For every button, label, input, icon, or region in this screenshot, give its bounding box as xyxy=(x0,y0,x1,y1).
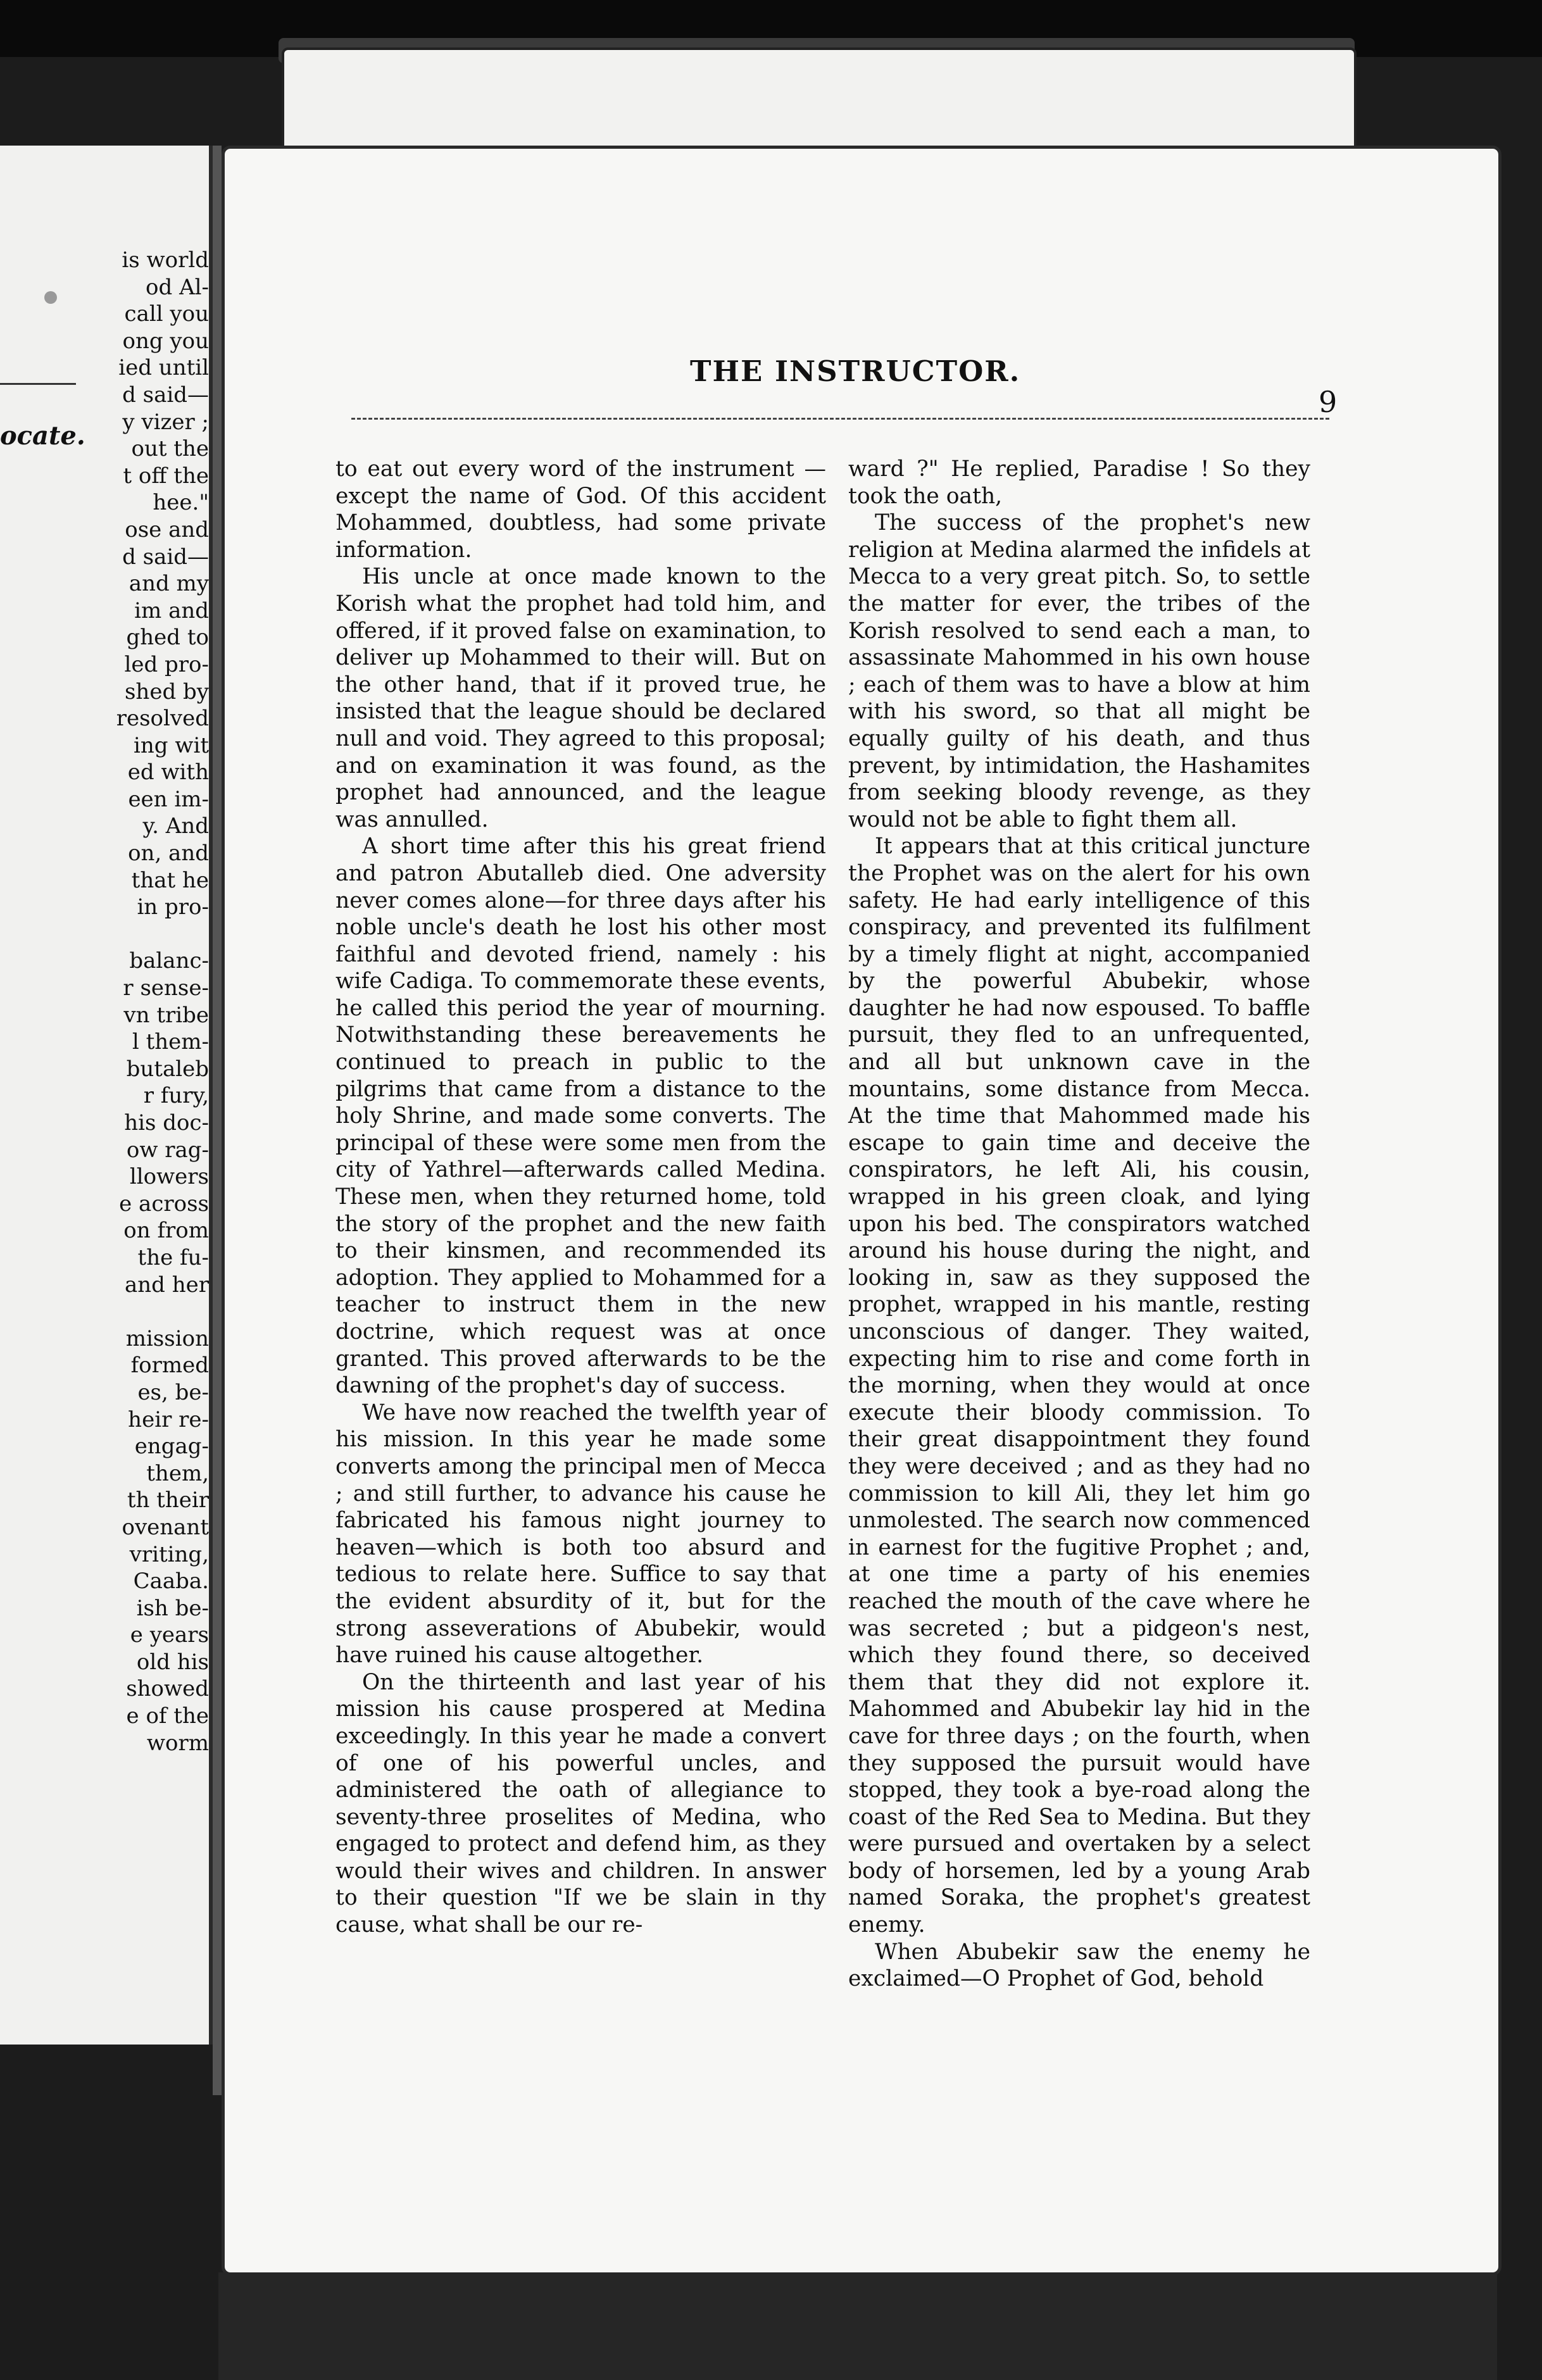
left-page-line: y vizer ; xyxy=(122,409,209,435)
paragraph: On the thirteenth and last year of his mission his cause prospered at Medina exceedingly. In this year he made a convert of one of his powerful uncles, and administered the oath of allegiance to seventy-three proselites of Medina, who engaged to protect and defend him, as they would their wives and children. In answer to their question "If we be slain in thy cause, what shall be our re- xyxy=(335,1669,826,1938)
left-page-line: balanc- xyxy=(129,948,209,974)
left-page-line: his doc- xyxy=(124,1110,209,1136)
left-page-line: that he xyxy=(131,867,209,893)
left-page-line: and her xyxy=(124,1272,209,1298)
left-page-line: out the xyxy=(131,436,209,462)
left-page-text-fragments xyxy=(0,247,209,1757)
left-page-heading: ocate. xyxy=(0,421,85,451)
left-page-line: e across xyxy=(119,1191,209,1217)
left-page-line: hee." xyxy=(153,490,209,516)
left-page-line: heir re- xyxy=(128,1406,209,1432)
left-page-line xyxy=(0,921,209,948)
paragraph: A short time after this his great friend and patron Abutalleb died. One adversity never comes alone—for three days after his noble uncle's death he lost his other most faithful and devoted friend, namely : his wife Cadiga. To commemorate these events, he called this period the year of mourning. Notwithstanding these bereavements he continued to preach in public to the pilgrims that came from a distance to the holy Shrine, and made some converts. The principal of these were some men from the city of Yathrel—afterwards called Medina. These men, when they returned home, told the story of the prophet and the new faith to their kinsmen, and recommended its adoption. They applied to Mohammed for a teacher to instruct them in the new doctrine, which request was at once granted. This proved afterwards to be the dawning of the prophet's day of success. xyxy=(335,834,826,1399)
left-page-line: ing wit xyxy=(134,732,209,758)
paragraph: The success of the prophet's new religion at Medina alarmed the infidels at Mecca to a very great pitch. So, to settle the matter for ever, the tribes of the Korish resolved to send each a man, to assassinate Mahommed in his own house ; each of them was to have a blow at him with his sword, so that all might be equally guilty of his death, and thus prevent, by intimidation, the Hashamites from seeking bloody revenge, as they would not be able to fight them all. xyxy=(848,510,1310,832)
left-page-line: ghed to xyxy=(126,625,209,651)
left-page-line: worm xyxy=(146,1730,209,1756)
left-page-line: them, xyxy=(146,1460,209,1486)
left-page-line: e of the xyxy=(126,1703,209,1729)
left-page-line: ed with xyxy=(127,760,209,786)
page-title: THE INSTRUCTOR. xyxy=(690,354,1021,388)
left-page-line: engag- xyxy=(134,1434,209,1460)
left-page-line: ow rag- xyxy=(126,1137,209,1163)
left-page-line: butaleb xyxy=(126,1056,209,1082)
left-page-line: formed xyxy=(130,1353,209,1379)
left-page-line: t off the xyxy=(123,463,209,489)
left-page-line: ied until xyxy=(118,355,209,381)
left-page-line: d said— xyxy=(122,544,209,570)
left-page-line: vn tribe xyxy=(123,1002,209,1028)
left-page-line: een im- xyxy=(128,786,209,812)
left-page-line: in pro- xyxy=(137,894,209,920)
left-page-line: call you xyxy=(124,301,209,327)
left-page-line: od Al- xyxy=(146,274,209,300)
left-page-line: l them- xyxy=(132,1029,209,1055)
left-page-line: es, be- xyxy=(137,1379,209,1405)
left-page-line: showed xyxy=(126,1676,209,1702)
left-page-line: ish be- xyxy=(136,1595,209,1621)
left-page-line: Caaba. xyxy=(133,1569,209,1594)
book-spine xyxy=(213,146,222,2095)
left-page-line: old his xyxy=(136,1649,209,1675)
left-page-line: on, and xyxy=(128,841,209,867)
left-page-line: e years xyxy=(130,1622,209,1648)
left-page-line: th their xyxy=(127,1488,209,1513)
left-page-line: shed by xyxy=(124,679,209,705)
left-page-line: on from xyxy=(123,1218,209,1244)
page-number: 9 xyxy=(1319,385,1338,419)
left-page-line xyxy=(0,1298,209,1325)
paragraph: to eat out every word of the instrument —except the name of God. Of this accident Mohammed, doubtless, had some private information. xyxy=(335,456,826,563)
paragraph: We have now reached the twelfth year of his mission. In this year he made some converts among the principal men of Mecca ; and still further, to advance his cause he fabricated his famous night journey to heaven—which is both too absurd and tedious to relate here. Suffice to say that the evident absurdity of it, but for the strong asseverations of Abubekir, would have ruined his cause altogether. xyxy=(335,1400,826,1669)
left-page-line: ose and xyxy=(125,517,209,542)
left-page-line: vriting, xyxy=(129,1541,209,1567)
left-page-line: im and xyxy=(134,598,209,623)
left-page-line: y. And xyxy=(142,813,209,839)
left-page-line: r fury, xyxy=(143,1083,209,1109)
left-page-line: d said— xyxy=(122,382,209,408)
left-page-line: resolved xyxy=(116,706,209,732)
book-top-edge xyxy=(282,47,1357,157)
text-column-1 xyxy=(335,456,826,1939)
left-page-line: r sense- xyxy=(123,975,209,1001)
header-rule xyxy=(351,418,1329,420)
left-page-line: mission xyxy=(125,1325,209,1351)
left-page-line: the fu- xyxy=(137,1244,209,1270)
paragraph: When Abubekir saw the enemy he exclaimed—O Prophet of God, behold xyxy=(848,1939,1310,1992)
scan-background-bottom xyxy=(218,2272,1497,2380)
left-page-line: and my xyxy=(128,571,209,597)
paragraph: It appears that at this critical juncture the Prophet was on the alert for his own safety. He had early intelligence of this conspiracy, and prevented its fulfilment by a timely flight at night, accompanied by the powerful Abubekir, whose daughter he had now espoused. To baffle pursuit, they fled to an unfrequented, and all but unknown cave in the mountains, some distance from Mecca. At the time that Mahommed made his escape to gain time and deceive the conspirators, he left Ali, his cousin, wrapped in his green cloak, and lying upon his bed. The conspirators watched around his house during the night, and looking in, saw as they supposed the prophet, wrapped in his mantle, resting unconscious of danger. They waited, expecting him to rise and come forth in the morning, when they would at once execute their bloody commission. To their great disappointment they found they were deceived ; and as they had no commission to kill Ali, they let him go unmolested. The search now commenced in earnest for the fugitive Prophet ; and, at one time a party of his enemies reached the mouth of the cave where he was secreted ; but a pidgeon's nest, which they found there, so deceived them that they did not explore it. Mahommed and Abubekir lay hid in the cave for three days ; on the fourth, when they supposed the pursuit would have stopped, they took a bye-road along the coast of the Red Sea to Medina. But they were pursued and overtaken by a select body of horsemen, led by a young Arab named Soraka, the prophet's greatest enemy. xyxy=(848,834,1310,1938)
paragraph: His uncle at once made known to the Korish what the prophet had told him, and offered, if it proved false on examination, to deliver up Mohammed to their will. But on the other hand, that if it proved true, he insisted that the league should be declared null and void. They agreed to this proposal; and on examination it was found, as the prophet had announced, and the league was annulled. xyxy=(335,564,826,832)
left-page-line: llowers xyxy=(129,1164,209,1190)
text-column-2 xyxy=(848,456,1310,1993)
left-page-line: ovenant xyxy=(122,1514,209,1540)
paragraph: ward ?" He replied, Paradise ! So they took the oath, xyxy=(848,456,1310,509)
left-page-line: is world xyxy=(122,247,209,273)
left-page-line: ong you xyxy=(122,328,209,354)
left-page-line: led pro- xyxy=(124,651,209,677)
